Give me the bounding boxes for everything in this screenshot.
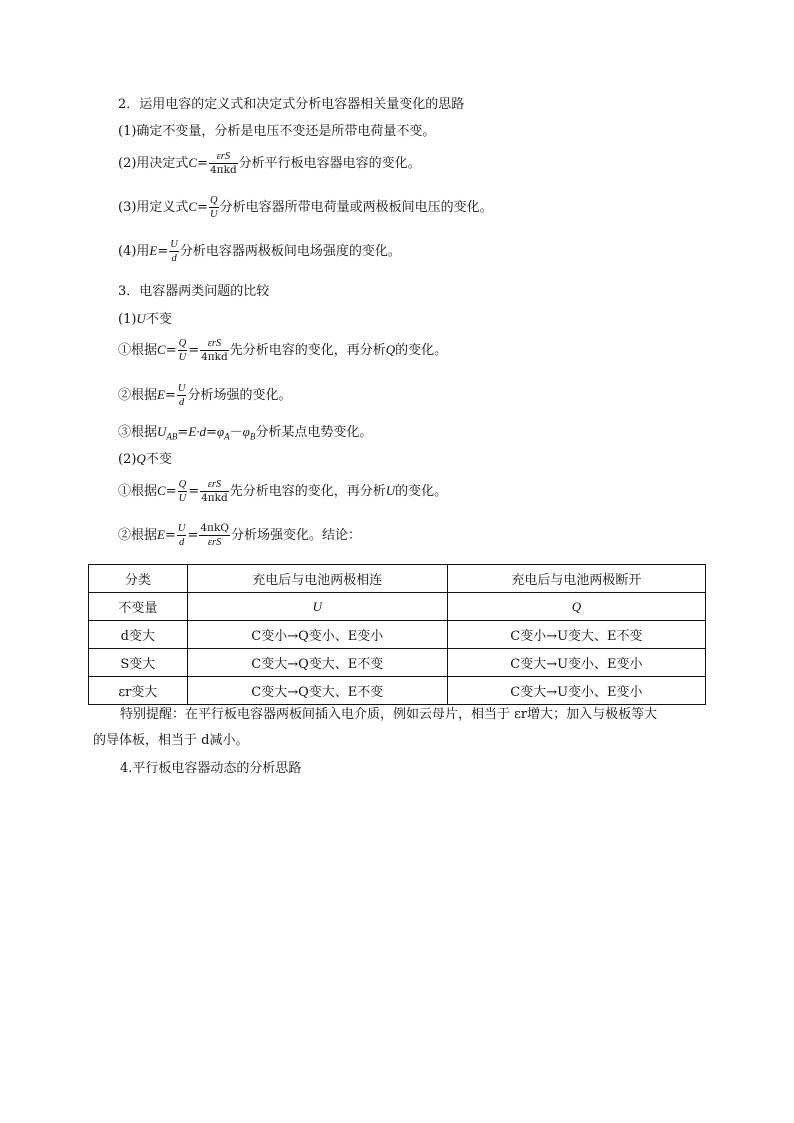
section-2-title: 2．运用电容的定义式和决定式分析电容器相关量变化的思路: [118, 97, 465, 112]
section-4-title: 4.平行板电容器动态的分析思路: [120, 761, 302, 776]
step-1-text: (1)确定不变量，分析是电压不变还是所带电荷量不变。: [118, 124, 436, 139]
table-cell: d变大: [89, 621, 188, 649]
table-row: [89, 593, 706, 621]
table-cell: C变小→Q变小、E变小: [187, 621, 447, 649]
table-cell: 不变量: [89, 593, 188, 621]
table-cell: C变大→U变小、E变小: [447, 677, 705, 705]
table-cell: Q: [447, 593, 705, 621]
table-header-row: [89, 565, 706, 593]
capacitance-decision-formula: $\frac{\text{εrS}}{\text{4πkd}}$: [210, 151, 237, 176]
step-4-text: (4)用E= $\frac{U}{d}$ 分析电容器两极板间电场强度的变化。: [118, 239, 401, 264]
table-row: [89, 621, 706, 649]
table-cell: C变大→U变小、E变小: [447, 649, 705, 677]
case-u-item-2: ②根据E= $\frac{U}{d}$ 分析场强的变化。: [118, 383, 292, 408]
table-header-cell: 分类: [89, 565, 188, 593]
table-cell: C变小→U变大、E不变: [447, 621, 705, 649]
case-u-item-1: ①根据C= $\frac{Q}{U}$ = $\frac{\text{εrS}}{\text{4πkd}}$ 先分析电容的变化，再分析Q的变化。: [118, 338, 448, 363]
step-2-text: (2)用决定式C= $\frac{\text{εrS}}{\text{4πkd}}$ 分析平行板电容器电容的变化。: [118, 151, 421, 176]
case-u-item-3: ③根据$U_{AB}=E\cdot d=\varphi_A-\varphi_B$分析某点电势变化。: [118, 424, 373, 442]
case-q-item-1: ①根据C= $\frac{Q}{U}$ = $\frac{\text{εrS}}{\text{4πkd}}$ 先分析电容的变化，再分析U的变化。: [118, 479, 448, 504]
table-row: [89, 677, 706, 705]
case-q-constant-heading: (2)Q不变: [118, 451, 172, 467]
table-cell: U: [187, 593, 447, 621]
table-cell: εr变大: [89, 677, 188, 705]
table-cell: C变大→Q变大、E不变: [187, 677, 447, 705]
field-strength-formula: $\frac{U}{d}$: [170, 239, 178, 264]
case-q-item-2: ②根据E= $\frac{U}{d}$ = $\frac{\text{4πkQ}}{\text{εrS}}$ 分析场强变化。结论：: [118, 522, 361, 548]
capacitance-definition-formula: $\frac{Q}{U}$: [210, 195, 218, 220]
special-note-line-1: 特别提醒：在平行板电容器两板间插入电介质，例如云母片，相当于 εr增大；加入与极板等大: [120, 707, 658, 722]
special-note-line-2: 的导体板，相当于 d减小。: [93, 733, 249, 748]
case-u-constant-heading: (1)U不变: [118, 311, 172, 327]
table-header-cell: 充电后与电池两极相连: [187, 565, 447, 593]
section-3-title: 3．电容器两类问题的比较: [118, 284, 270, 299]
table-header-cell: 充电后与电池两极断开: [447, 565, 705, 593]
step-3-text: (3)用定义式C= $\frac{Q}{U}$ 分析电容器所带电荷量或两极板间电压的变化。: [118, 195, 493, 220]
table-cell: C变大→Q变大、E不变: [187, 649, 447, 677]
comparison-table: [88, 564, 706, 705]
table-cell: S变大: [89, 649, 188, 677]
table-row: [89, 649, 706, 677]
